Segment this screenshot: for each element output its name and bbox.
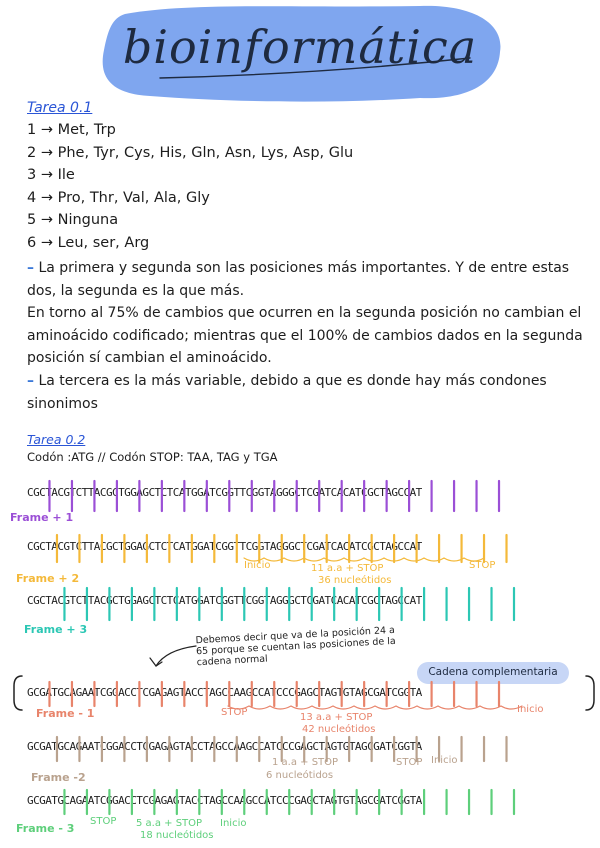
sequence-frame-plus-1: CGCTACGTCTTACGCTGGAGCTCTCATGGATCGGTTCGGTAGGGCTCGATCACATCGCTAGCCAT: [27, 486, 422, 499]
task1-item-6: 6 → Leu, ser, Arg: [27, 235, 150, 251]
complement-pill-label: Cadena complementaria: [428, 666, 558, 678]
title-flourish-icon: [160, 58, 470, 78]
minus1-nucleotide-count: 42 nucleótidos: [302, 724, 376, 735]
minus3-nucleotide-count: 18 nucleótidos: [140, 830, 214, 841]
frame-label-minus-3: Frame - 3: [16, 822, 75, 835]
task1-p1-text: La primera y segunda son las posiciones más importantes. Y de entre estas dos, la segunda es la que más.: [27, 260, 570, 299]
task1-item-5: 5 → Ninguna: [27, 212, 119, 228]
sequence-frame-plus-2: CGCTACGTCTTACGCTGGAGCTCTCATGGATCGGTTCGGTAGGGCTCGATCACATCGCTAGCCAT: [27, 540, 422, 553]
frame2-stop-label: STOP: [469, 560, 496, 571]
minus2-nucleotide-count: 6 nucleótidos: [266, 770, 334, 781]
frame-label-plus-2: Frame + 2: [16, 572, 80, 585]
sequence-frame-minus-1: GCGATGCAGAATCGGACCTCGAGAGTACCTAGCCAAGCCATCCCGAGCTAGTGTAGCGATCGGTA: [27, 686, 422, 699]
frame2-nucleotide-count: 36 nucleótidos: [318, 575, 392, 586]
task1-paragraph-2: En torno al 75% de cambios que ocurren en la segunda posición no cambian el aminoácido codificado; mientras que el 100% de cambios dados en la segunda posición sí cambian el aminoácido.: [27, 305, 583, 366]
position-annotation: Debemos decir que va de la posición 24 a 65 porque se cuentan las posiciones de la cadena normal: [195, 624, 396, 669]
right-bracket-icon: [586, 676, 594, 710]
minus2-inicio-label: Inicio: [431, 755, 458, 766]
left-bracket-icon: [14, 676, 22, 710]
frame2-codon-arcs: [244, 558, 484, 561]
task2-heading: Tarea 0.2: [27, 432, 86, 447]
annotation-arrowhead-icon: [150, 658, 162, 666]
minus1-inicio-label: Inicio: [517, 704, 544, 715]
annotation-arrow-icon: [156, 646, 196, 666]
minus3-inicio-label: Inicio: [220, 818, 247, 829]
task1-item-4: 4 → Pro, Thr, Val, Ala, Gly: [27, 190, 210, 206]
sequence-frame-minus-2: GCGATGCAGAATCGGACCTCGAGAGTACCTAGCCAAGCCATCCCGAGCTAGTGTAGCGATCGGTA: [27, 740, 422, 753]
task1-p3-text: La tercera es la más variable, debido a que es donde hay más condones sinonimos: [27, 373, 547, 412]
sequence-frame-plus-3: CGCTACGTCTTACGCTGGAGCTCTCATGGATCGGTTCGGTAGGGCTCGATCACATCGCTAGCCAT: [27, 594, 422, 607]
minus1-codon-arcs: [228, 706, 522, 709]
frame-label-plus-1: Frame + 1: [10, 511, 74, 524]
minus2-stop-label: STOP: [396, 757, 423, 768]
minus1-aa-count: 13 a.a + STOP: [300, 712, 373, 723]
minus2-aa-count: 1 a.a + STOP: [272, 757, 339, 768]
task1-item-2: 2 → Phe, Tyr, Cys, His, Gln, Asn, Lys, Asp, Glu: [27, 145, 354, 161]
bullet-dash-icon: –: [27, 260, 34, 276]
bullet-dash-icon: –: [27, 373, 34, 389]
page-title: bioinformática: [122, 20, 478, 74]
minus1-stop-label: STOP: [221, 707, 248, 718]
task1-heading: Tarea 0.1: [27, 100, 93, 116]
minus3-stop-label: STOP: [90, 816, 117, 827]
frame2-aa-count: 11 a.a + STOP: [311, 563, 384, 574]
codon-definition: Codón :ATG // Codón STOP: TAA, TAG y TGA: [27, 450, 278, 464]
frame-label-minus-1: Frame - 1: [36, 707, 95, 720]
frame-label-plus-3: Frame + 3: [24, 623, 88, 636]
minus3-aa-count: 5 a.a + STOP: [136, 818, 203, 829]
task1-item-3: 3 → Ile: [27, 167, 75, 183]
task1-item-1: 1 → Met, Trp: [27, 122, 116, 138]
sequence-frame-minus-3: GCGATGCAGAATCGGACCTCGAGAGTACCTAGCCAAGCCATCCCGAGCTAGTGTAGCGATCGGTA: [27, 794, 422, 807]
frame2-inicio-label: Inicio: [244, 560, 271, 571]
frame-label-minus-2: Frame -2: [31, 771, 86, 784]
